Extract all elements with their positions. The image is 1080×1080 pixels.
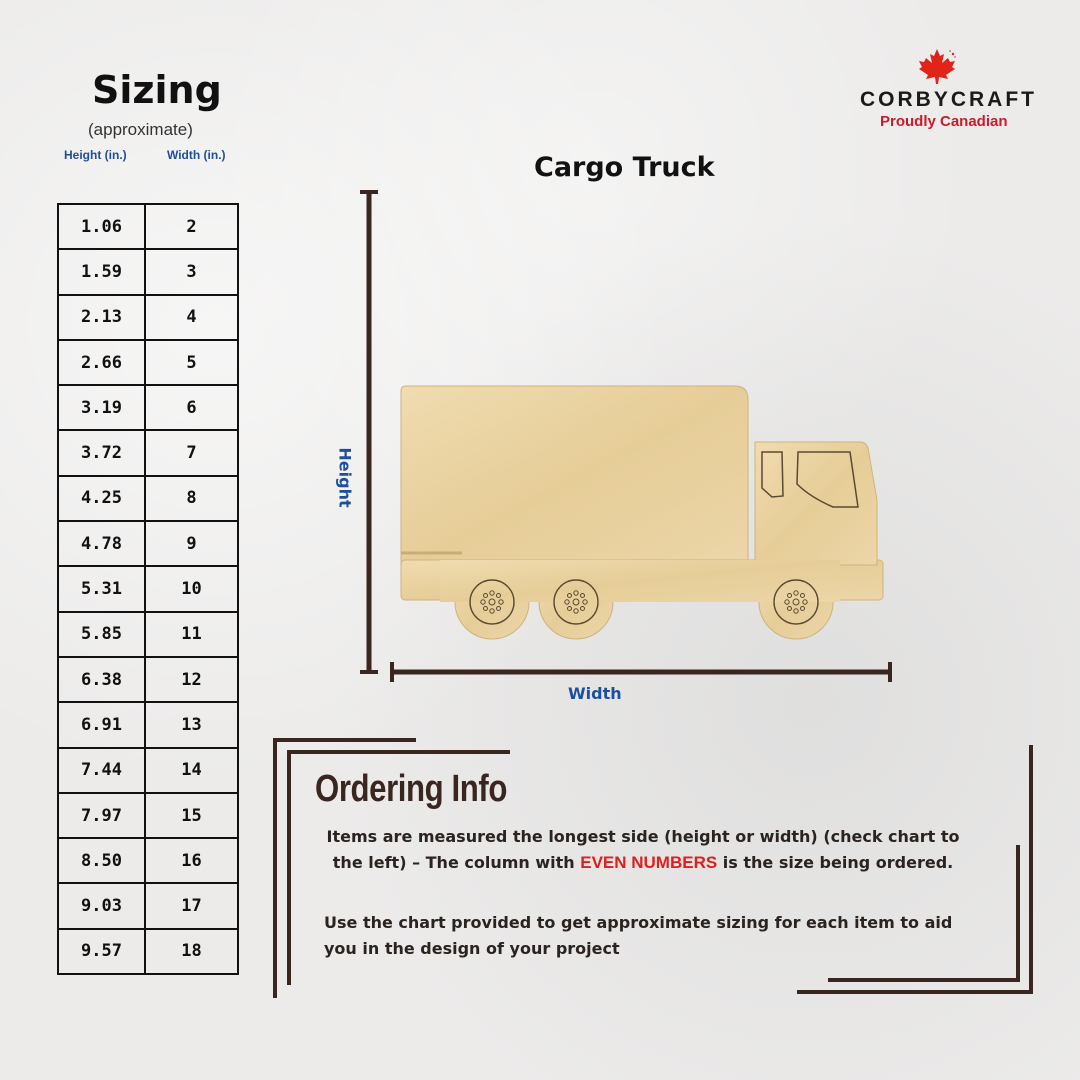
height-cell: 6.91 xyxy=(58,702,145,747)
height-cell: 5.31 xyxy=(58,566,145,611)
width-cell: 18 xyxy=(145,929,238,974)
height-cell: 3.72 xyxy=(58,430,145,475)
height-cell: 4.25 xyxy=(58,476,145,521)
width-cell: 4 xyxy=(145,295,238,340)
cargo-truck-image xyxy=(401,386,883,639)
height-cell: 2.13 xyxy=(58,295,145,340)
ordering-info-title: Ordering Info xyxy=(315,768,508,810)
height-cell: 7.97 xyxy=(58,793,145,838)
brand-name: CORBYCRAFT xyxy=(860,88,1037,111)
width-label: Width xyxy=(568,684,622,703)
width-cell: 6 xyxy=(145,385,238,430)
width-cell: 16 xyxy=(145,838,238,883)
width-cell: 5 xyxy=(145,340,238,385)
height-column-header: Height (in.) xyxy=(64,148,127,162)
width-column-header: Width (in.) xyxy=(167,148,226,162)
width-cell: 13 xyxy=(145,702,238,747)
width-cell: 14 xyxy=(145,748,238,793)
height-cell: 4.78 xyxy=(58,521,145,566)
width-cell: 10 xyxy=(145,566,238,611)
even-numbers-highlight: EVEN NUMBERS xyxy=(580,853,718,872)
height-cell: 3.19 xyxy=(58,385,145,430)
ordering-info-paragraph-2: Use the chart provided to get approximate sizing for each item to aid you in the design of your project xyxy=(324,913,953,958)
ordering-info-paragraph-1 xyxy=(318,824,968,876)
width-cell: 12 xyxy=(145,657,238,702)
height-cell: 9.03 xyxy=(58,883,145,928)
height-cell: 5.85 xyxy=(58,612,145,657)
height-cell: 9.57 xyxy=(58,929,145,974)
width-cell: 17 xyxy=(145,883,238,928)
height-cell: 6.38 xyxy=(58,657,145,702)
product-title: Cargo Truck xyxy=(534,152,715,183)
height-label: Height xyxy=(335,447,355,508)
height-cell: 7.44 xyxy=(58,748,145,793)
width-cell: 11 xyxy=(145,612,238,657)
height-dimension-line xyxy=(360,192,378,672)
width-cell: 3 xyxy=(145,249,238,294)
height-cell: 1.59 xyxy=(58,249,145,294)
brand-tagline: Proudly Canadian xyxy=(880,113,1008,130)
width-cell: 2 xyxy=(145,204,238,249)
width-cell: 8 xyxy=(145,476,238,521)
width-cell: 9 xyxy=(145,521,238,566)
height-cell: 2.66 xyxy=(58,340,145,385)
sizing-title: Sizing xyxy=(92,68,222,112)
ordering-p1-after: is the size being ordered. xyxy=(717,853,954,872)
height-cell: 8.50 xyxy=(58,838,145,883)
width-cell: 15 xyxy=(145,793,238,838)
width-cell: 7 xyxy=(145,430,238,475)
height-cell: 1.06 xyxy=(58,204,145,249)
sizing-subtitle: (approximate) xyxy=(88,120,193,139)
width-dimension-line xyxy=(392,662,890,682)
ordering-p1-before: Items are measured the longest side (height or width) (check chart to the left) – The column with xyxy=(326,827,960,872)
